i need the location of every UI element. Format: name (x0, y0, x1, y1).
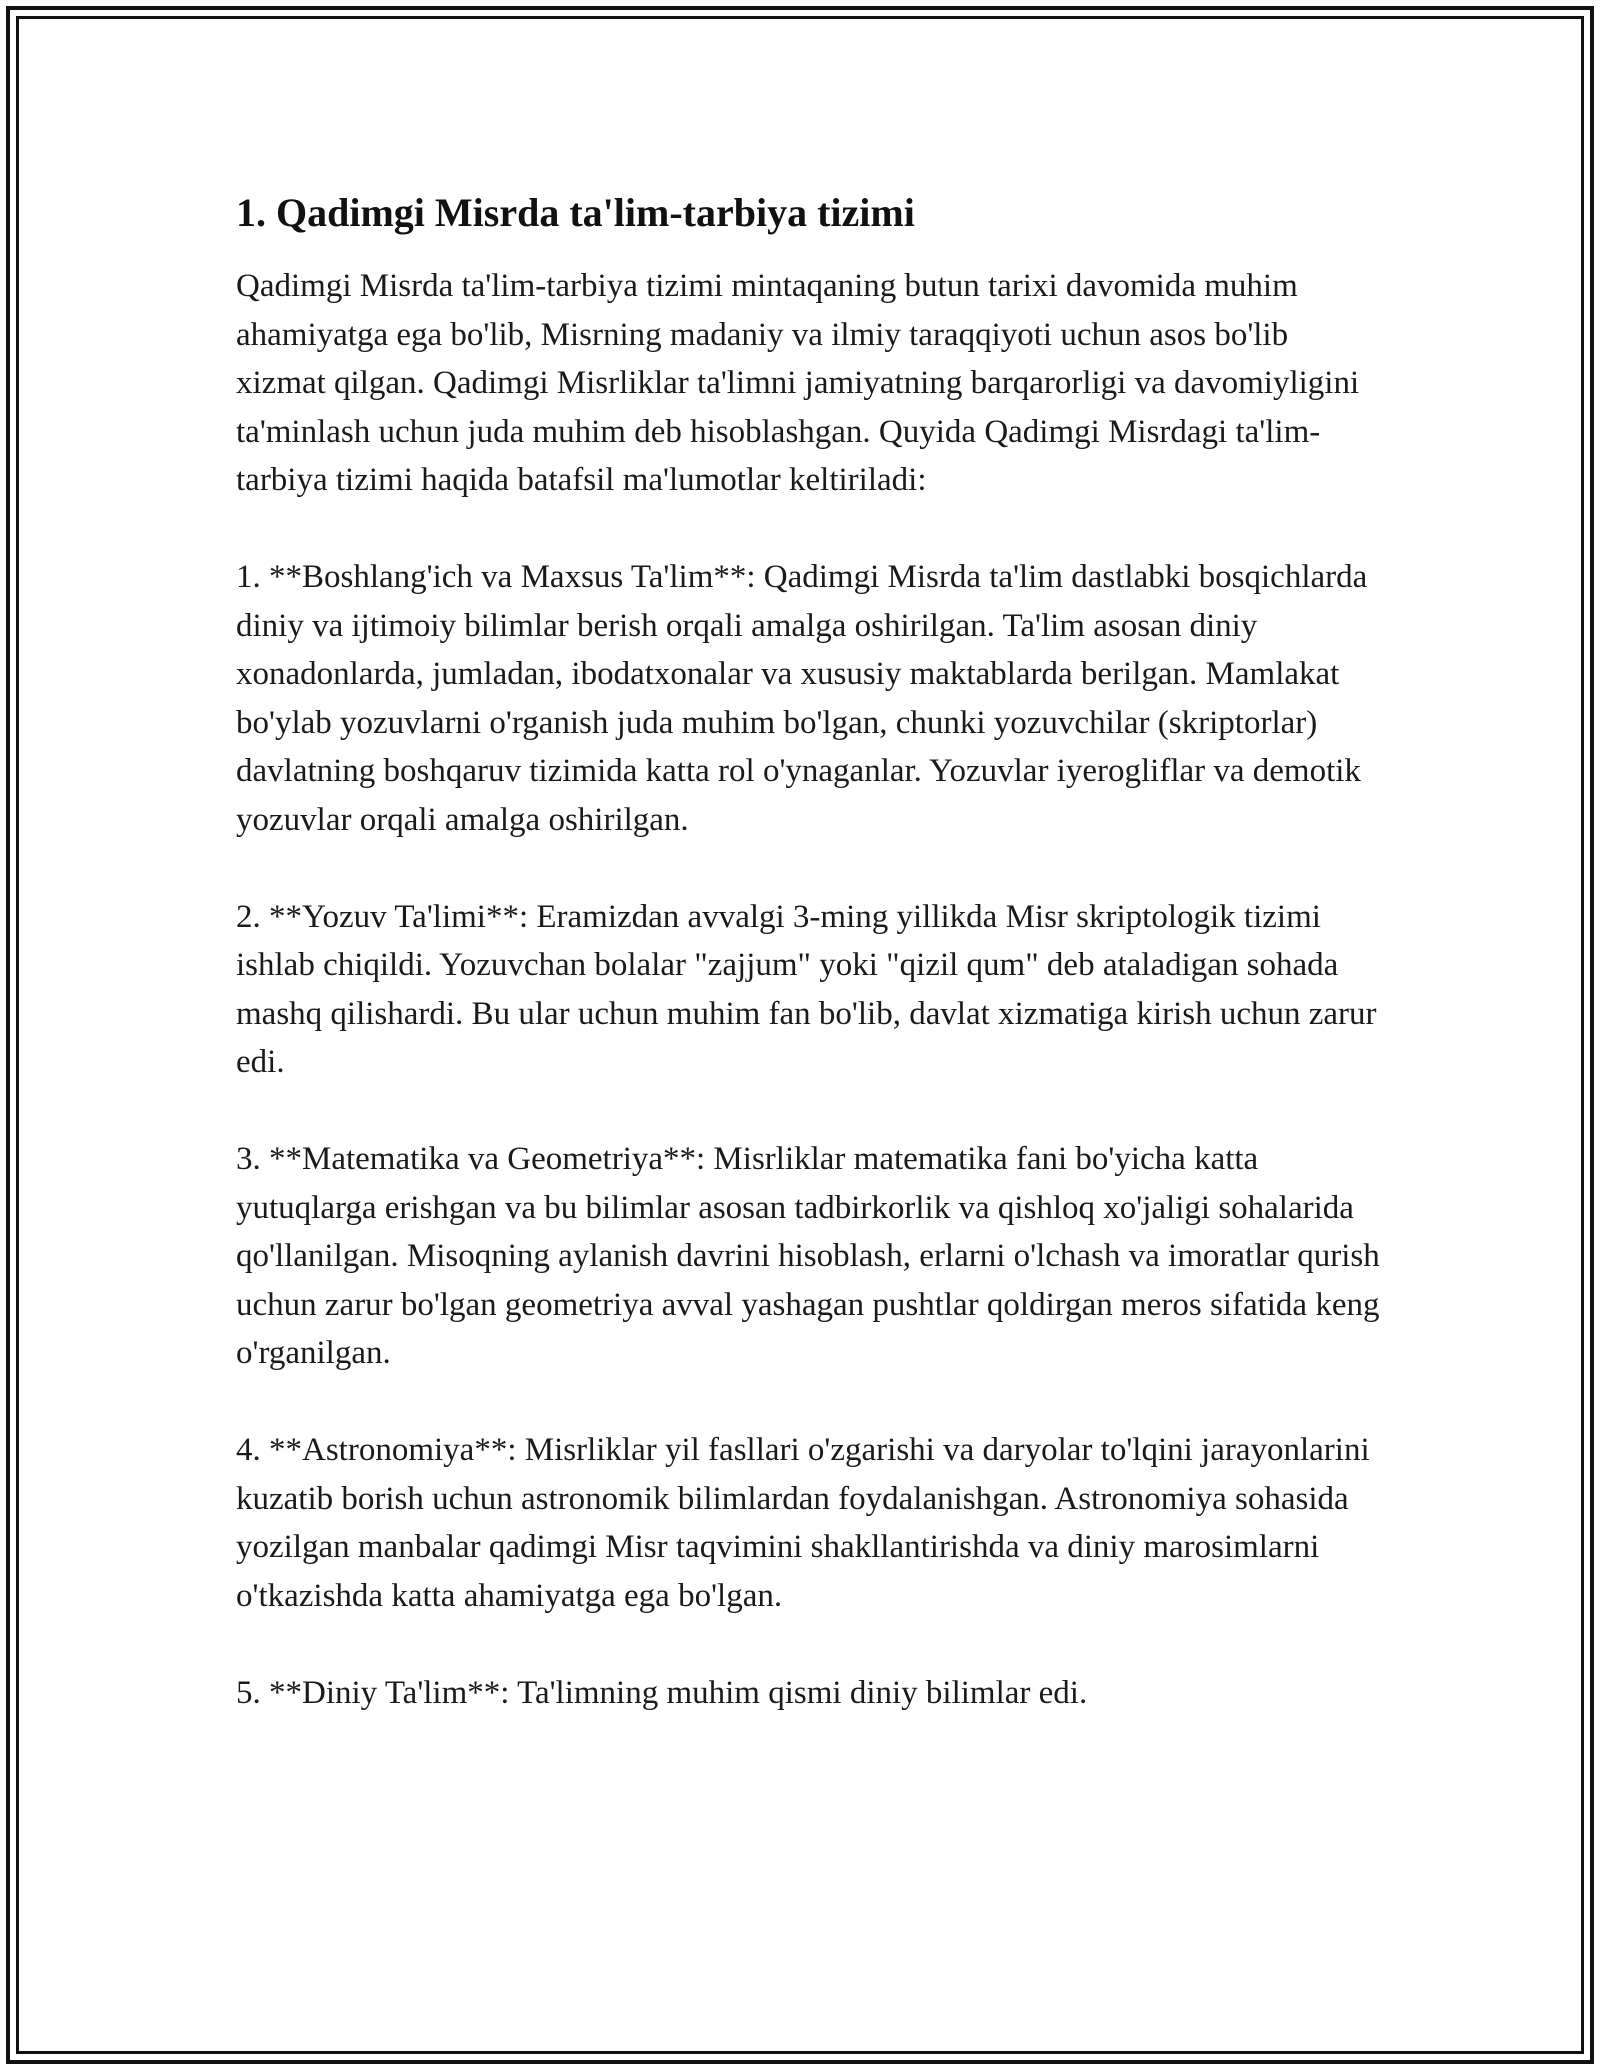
paragraph-item-3: 3. **Matematika va Geometriya**: Misrliklar matematika fani bo'yicha katta yutuqlarga erishgan va bu bilimlar asosan tadbirkorlik va qishloq xo'jaligi sohalarida qo'llanilgan. Misoqning aylanish davrini hisoblash, erlarni o'lchash va imoratlar qurish uchun zarur bo'lgan geometriya avval yashagan pushtlar qoldirgan meros sifatida keng o'rganilgan. (236, 1141, 1380, 1371)
document-title: 1. Qadimgi Misrda ta'lim-tarbiya tizimi (236, 190, 915, 235)
document-body (236, 188, 1386, 1766)
paragraph-item-5: 5. **Diniy Ta'lim**: Ta'limning muhim qismi diniy bilimlar edi. (236, 1674, 1088, 1711)
paragraph-item-4: 4. **Astronomiya**: Misrliklar yil fasllari o'zgarishi va daryolar to'lqini jarayonlarini kuzatib borish uchun astronomik bilimlardan foydalanishgan. Astronomiya sohasida yozilgan manbalar qadimgi Misr taqvimini shakllantirishda va diniy marosimlarni o'tkazishda katta ahamiyatga ega bo'lgan. (236, 1432, 1370, 1614)
paragraph-intro: Qadimgi Misrda ta'lim-tarbiya tizimi mintaqaning butun tarixi davomida muhim ahamiyatga ega bo'lib, Misrning madaniy va ilmiy taraqqiyoti uchun asos bo'lib xizmat qilgan. Qadimgi Misrliklar ta'limni jamiyatning barqarorligi va davomiyligini ta'minlash uchun juda muhim deb hisoblashgan. Quyida Qadimgi Misrdagi ta'lim-tarbiya tizimi haqida batafsil ma'lumotlar keltiriladi: (236, 268, 1360, 498)
paragraph-item-2: 2. **Yozuv Ta'limi**: Eramizdan avvalgi 3-ming yillikda Misr skriptologik tizimi ishlab chiqildi. Yozuvchan bolalar "zajjum" yoki "qizil qum" deb ataladigan sohada mashq qilishardi. Bu ular uchun muhim fan bo'lib, davlat xizmatiga kirish uchun zarur edi. (236, 898, 1377, 1080)
paragraph-item-1: 1. **Boshlang'ich va Maxsus Ta'lim**: Qadimgi Misrda ta'lim dastlabki bosqichlarda diniy va ijtimoiy bilimlar berish orqali amalga oshirilgan. Ta'lim asosan diniy xonadonlarda, jumladan, ibodatxonalar va xususiy maktablarda berilgan. Mamlakat bo'ylab yozuvlarni o'rganish juda muhim bo'lgan, chunki yozuvchilar (skriptorlar) davlatning boshqaruv tizimida katta rol o'ynaganlar. Yozuvlar iyerogliflar va demotik yozuvlar orqali amalga oshirilgan. (236, 559, 1368, 838)
